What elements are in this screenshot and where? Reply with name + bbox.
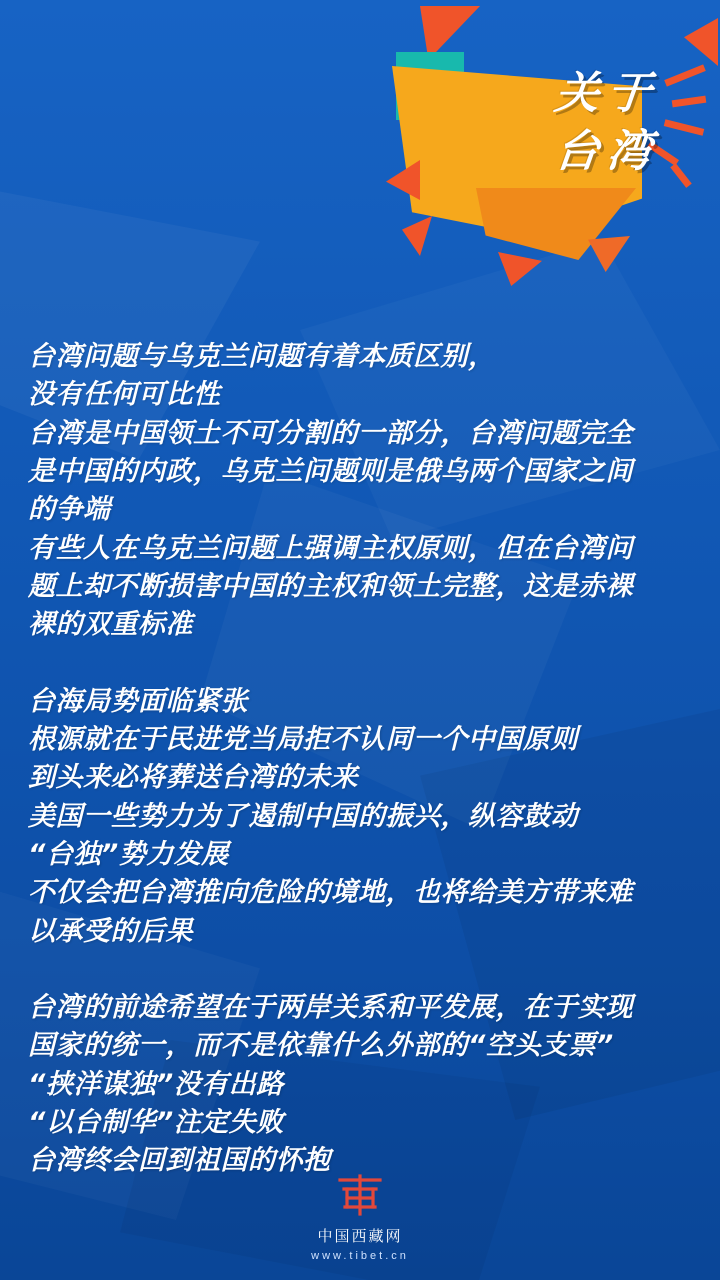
title-line-2: 台湾 — [552, 126, 662, 177]
body-line: 台湾是中国领土不可分割的一部分，台湾问题完全 — [28, 417, 633, 449]
body-line: 不仅会把台湾推向危险的境地，也将给美方带来难 — [28, 877, 633, 909]
body-line: 美国一些势力为了遏制中国的振兴，纵容鼓动 — [28, 800, 578, 832]
orange-triangle-icon — [402, 216, 432, 256]
header-graphic — [0, 0, 720, 300]
body-line: 到头来必将葬送台湾的未来 — [28, 762, 358, 794]
body-line: “台独”势力发展 — [28, 838, 229, 870]
orange-triangle-icon — [498, 252, 542, 286]
orange-triangle-icon — [684, 18, 718, 66]
body-line: 的争端 — [28, 494, 111, 526]
tibet-logo-icon — [333, 1173, 387, 1217]
site-url: www.tibet.cn — [311, 1250, 409, 1262]
body-line: 有些人在乌克兰问题上强调主权原则，但在台湾问 — [28, 532, 633, 564]
title-line-1: 关于 — [552, 68, 662, 119]
body-line: 台湾问题与乌克兰问题有着本质区别， — [28, 341, 496, 372]
body-line: 题上却不断损害中国的主权和领土完整，这是赤裸 — [28, 570, 633, 602]
body-line: 国家的统一，而不是依靠什么外部的“空头支票” — [28, 1030, 614, 1062]
orange-triangle-icon — [588, 236, 630, 272]
body-line: “挟洋谋独”没有出路 — [28, 1068, 284, 1100]
poster-body — [28, 338, 692, 1181]
paragraph-2 — [28, 683, 692, 951]
body-line: 裸的双重标准 — [28, 609, 193, 641]
body-line: 根源就在于民进党当局拒不认同一个中国原则 — [28, 723, 578, 755]
poster-title — [512, 68, 702, 177]
orange-triangle-icon — [386, 160, 420, 200]
body-line: 台海局势面临紧张 — [28, 685, 248, 717]
body-line: 没有任何可比性 — [28, 379, 221, 411]
paragraph-3 — [28, 989, 692, 1181]
paragraph-1 — [28, 338, 692, 645]
body-line: “以台制华”注定失败 — [28, 1106, 284, 1138]
poster-footer — [0, 1173, 720, 1262]
body-line: 台湾终会回到祖国的怀抱 — [28, 1145, 331, 1177]
body-line: 是中国的内政，乌克兰问题则是俄乌两个国家之间 — [28, 455, 633, 487]
body-line: 台湾的前途希望在于两岸关系和平发展，在于实现 — [28, 991, 633, 1023]
site-name: 中国西藏网 — [317, 1227, 403, 1245]
body-line: 以承受的后果 — [28, 915, 193, 947]
